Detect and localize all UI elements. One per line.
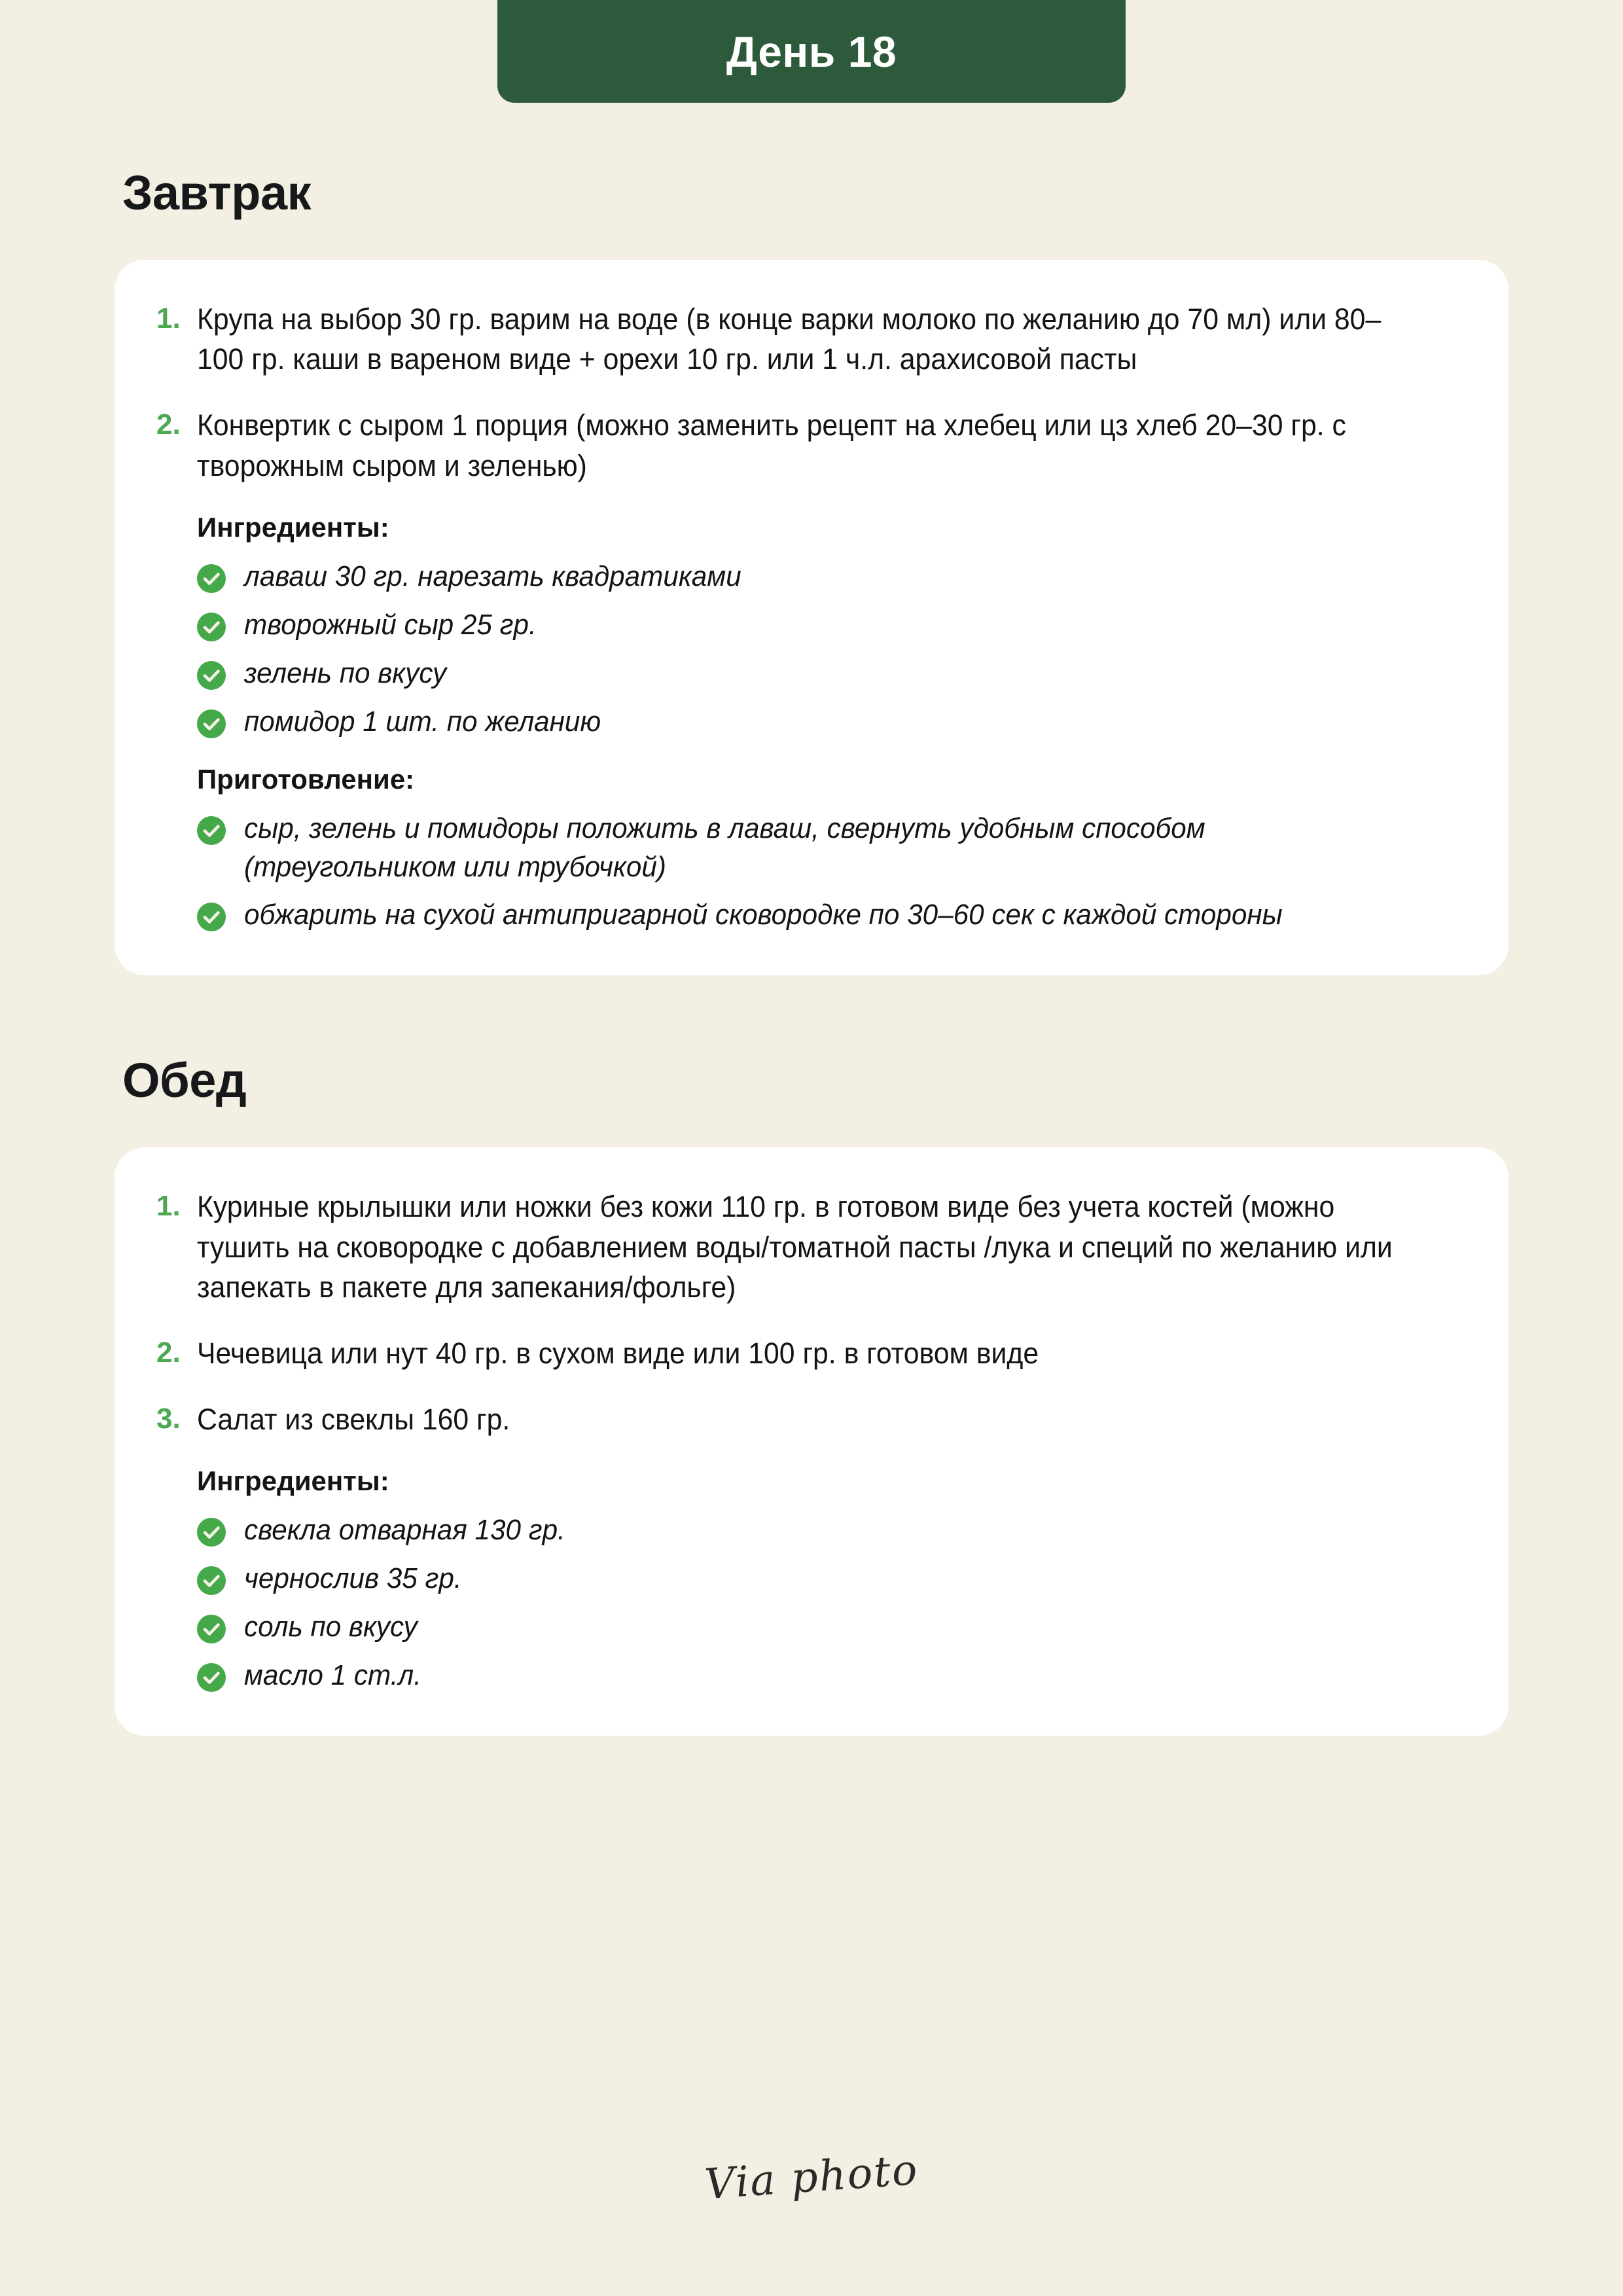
ingredients-title: Ингредиенты:	[197, 511, 389, 543]
list-item	[197, 1608, 1467, 1647]
ingredients-block	[197, 512, 1467, 742]
list-text: лаваш 30 гр. нарезать квадратиками	[244, 560, 741, 592]
header-bar	[0, 0, 1623, 103]
ingredients-block	[197, 1465, 1467, 1695]
list-item	[156, 1187, 1467, 1307]
list-text: чернослив 35 гр.	[244, 1562, 462, 1595]
list-item	[197, 703, 1467, 742]
list-text: Салат из свеклы 160 гр.	[197, 1403, 510, 1437]
list-item	[197, 1560, 1467, 1598]
check-circle-icon	[197, 1663, 226, 1692]
ingredients-title: Ингредиенты:	[197, 1465, 389, 1497]
check-circle-icon	[197, 1566, 226, 1595]
breakfast-card	[115, 260, 1508, 975]
section-title-lunch: Обед	[122, 1053, 247, 1108]
list-text: Куриные крылышки или ножки без кожи 110 гр. в готовом виде без учета костей (можно тушить на сковородке с добавлением воды/томатной пасты /лука и специй по желанию или запекать в пакете для запекания/фольге)	[197, 1190, 1393, 1304]
section-title-breakfast: Завтрак	[122, 166, 312, 220]
watermark-signature: Via photo	[703, 2145, 920, 2210]
preparation-block	[197, 764, 1467, 935]
list-text: обжарить на сухой антипригарной сковородке по 30–60 сек с каждой стороны	[244, 899, 1283, 931]
list-text: помидор 1 шт. по желанию	[244, 705, 601, 738]
list-text: свекла отварная 130 гр.	[244, 1514, 565, 1547]
check-circle-icon	[197, 903, 226, 931]
list-item	[156, 405, 1467, 485]
check-circle-icon	[197, 613, 226, 641]
list-number: 3.	[156, 1403, 181, 1435]
check-circle-icon	[197, 816, 226, 845]
list-number: 2.	[156, 1336, 181, 1369]
list-text: сыр, зелень и помидоры положить в лаваш, свернуть удобным способом (треугольником или трубочкой)	[244, 812, 1205, 883]
check-circle-icon	[197, 564, 226, 593]
list-item	[197, 1657, 1467, 1695]
list-number: 1.	[156, 302, 181, 334]
preparation-title: Приготовление:	[197, 763, 415, 795]
list-item	[197, 896, 1467, 935]
lunch-card	[115, 1147, 1508, 1736]
list-text: Крупа на выбор 30 гр. варим на воде (в конце варки молоко по желанию до 70 мл) или 80–100 гр. каши в вареном виде + орехи 10 гр. или 1 ч.л. арахисовой пасты	[197, 302, 1382, 376]
list-text: Конвертик с сыром 1 порция (можно заменить рецепт на хлебец или цз хлеб 20–30 гр. с творожным сыром и зеленью)	[197, 408, 1346, 482]
list-item	[197, 655, 1467, 693]
list-item	[197, 1511, 1467, 1550]
list-text: творожный сыр 25 гр.	[244, 608, 537, 641]
list-item	[197, 606, 1467, 645]
list-text: Чечевица или нут 40 гр. в сухом виде или 100 гр. в готовом виде	[197, 1336, 1039, 1370]
page-content	[0, 165, 1623, 1736]
list-item	[156, 1399, 1467, 1439]
list-text: масло 1 ст.л.	[244, 1659, 421, 1692]
list-item	[156, 299, 1467, 379]
check-circle-icon	[197, 661, 226, 690]
list-item	[197, 558, 1467, 596]
check-circle-icon	[197, 709, 226, 738]
list-item	[156, 1333, 1467, 1373]
list-number: 2.	[156, 408, 181, 441]
list-number: 1.	[156, 1190, 181, 1223]
list-item	[197, 810, 1467, 887]
check-circle-icon	[197, 1518, 226, 1547]
list-text: соль по вкусу	[244, 1611, 418, 1643]
check-circle-icon	[197, 1615, 226, 1643]
day-badge: День 18	[497, 0, 1126, 103]
list-text: зелень по вкусу	[244, 656, 447, 689]
